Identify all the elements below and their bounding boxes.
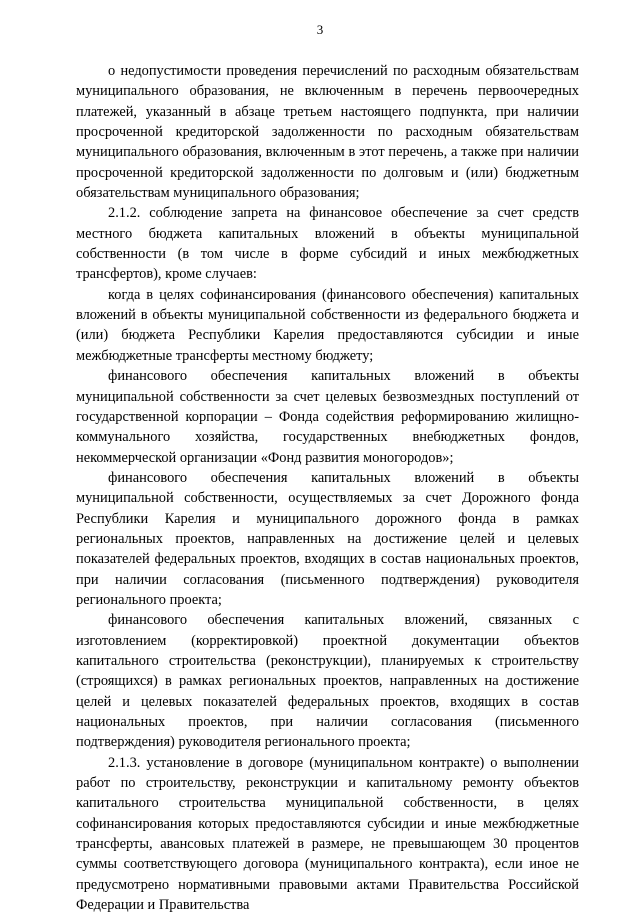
paragraph-housing-fund-case: финансового обеспечения капитальных вложений в объекты муниципальной собственности за счет целевых безвозмездных поступлений от государственной корпорации – Фонда содействия реформированию жилищно-коммунального хозяйства, государственных внебюджетных фондов, некоммерческой организации «Фонд развития моногородов»; bbox=[76, 368, 579, 466]
paragraph-project-documentation-case: финансового обеспечения капитальных вложений, связанных с изготовлением (корректировкой) проектной документации объектов капитального строительства (реконструкции), планируемых к строительству (строящихся) в рамках региональных проектов, направленных на достижение целей и целевых показателей федеральных проектов, входящих в состав национальных проектов, при наличии согласования (письменного подтверждения) руководителя регионального проекта; bbox=[76, 612, 579, 751]
paragraph-prohibition-of-transfers: о недопустимости проведения перечислений по расходным обязательствам муниципального образования, не включенным в перечень первоочередных платежей, указанный в абзаце третьем настоящего подпункта, при наличии просроченной кредиторской задолженности по расходным обязательствам муниципального образования, включенным в этот перечень, а также при наличии просроченной кредиторской задолженности по долговым и (или) бюджетным обязательствам муниципального образования; bbox=[76, 63, 579, 202]
paragraph-cofinancing-case: когда в целях софинансирования (финансового обеспечения) капитальных вложений в объекты муниципальной собственности из федерального бюджета и (или) бюджета Республики Карелия предоставляются субсидии и иные межбюджетные трансферты местному бюджету; bbox=[76, 286, 579, 364]
paragraph-2-1-3: 2.1.3. установление в договоре (муниципальном контракте) о выполнении работ по строительству, реконструкции и капитальному ремонту объектов капитального строительства муниципальной собственности, в целях софинансирования которых предоставляются субсидии и иные межбюджетные трансферты, авансовых платежей в размере, не превышающем 30 процентов суммы соответствующего договора (муниципального контракта), если иное не предусмотрено нормативными правовыми актами Правительства Российской Федерации и Правительства bbox=[76, 754, 579, 914]
document-body bbox=[76, 61, 579, 915]
paragraph-2-1-2: 2.1.2. соблюдение запрета на финансовое обеспечение за счет средств местного бюджета капитальных вложений в объекты муниципальной собственности (в том числе в форме субсидий и иных межбюджетных трансфертов), кроме случаев: bbox=[76, 205, 579, 283]
page-number: 3 bbox=[316, 22, 324, 37]
paragraph-road-fund-case: финансового обеспечения капитальных вложений в объекты муниципальной собственности, осуществляемых за счет Дорожного фонда Республики Карелия и муниципального дорожного фонда в рамках региональных проектов, направленных на достижение целей и целевых показателей федеральных проектов, входящих в состав национальных проектов, при наличии согласования (письменного подтверждения) руководителя регионального проекта; bbox=[76, 469, 579, 608]
